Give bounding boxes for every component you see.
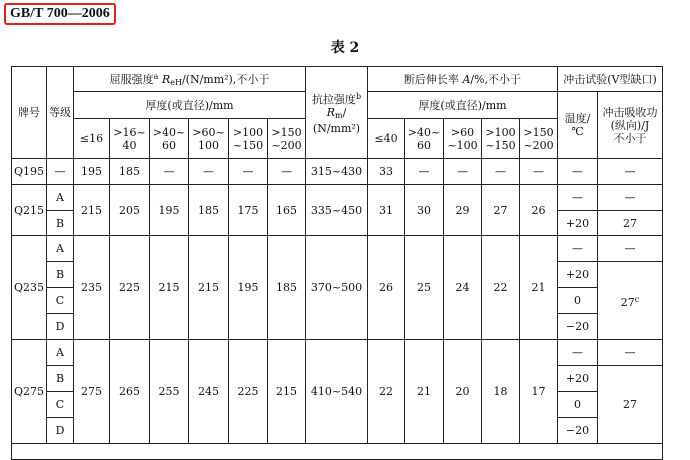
yield-cell: 175 (229, 185, 268, 236)
yield-cell: 195 (150, 185, 189, 236)
temp-cell: +20 (558, 211, 598, 236)
yield-cell: 195 (229, 236, 268, 340)
energy-cell: 27 (598, 366, 663, 444)
class-cell: B (47, 211, 74, 236)
energy-cell: — (598, 236, 663, 262)
elong-range-3: >60 ~100 (444, 119, 482, 159)
yield-range-6: >150 ~200 (268, 119, 306, 159)
header-yield-strength: 屈服强度$^a$ $R_{eH}/(N/mm^2)$,不小于 (74, 67, 306, 92)
temp-cell: — (558, 340, 598, 366)
temp-cell: — (558, 159, 598, 185)
table-row-partial (12, 444, 663, 460)
yield-cell: 185 (110, 159, 150, 185)
yield-cell: — (189, 159, 229, 185)
yield-cell: 245 (189, 340, 229, 444)
class-cell: C (47, 392, 74, 418)
elong-cell: 30 (405, 185, 444, 236)
yield-cell: 165 (268, 185, 306, 236)
yield-cell: — (150, 159, 189, 185)
class-cell: A (47, 340, 74, 366)
elong-range-5: >150 ~200 (520, 119, 558, 159)
header-impact-energy: 冲击吸收功 (纵向)/J 不小于 (598, 92, 663, 159)
class-cell: A (47, 185, 74, 211)
tensile-cell: 370~500 (306, 236, 368, 340)
class-cell: C (47, 288, 74, 314)
elong-cell: 31 (368, 185, 405, 236)
tensile-cell: 315~430 (306, 159, 368, 185)
yield-range-1: ≤16 (74, 119, 110, 159)
yield-cell: 195 (74, 159, 110, 185)
elong-cell: 18 (482, 340, 520, 444)
temp-cell: — (558, 185, 598, 211)
header-elongation: 断后伸长率 A/%,不小于 (368, 67, 558, 92)
header-elong-thickness: 厚度(或直径)/mm (368, 92, 558, 119)
elong-cell: 22 (368, 340, 405, 444)
class-cell: D (47, 418, 74, 444)
yield-cell: 225 (229, 340, 268, 444)
header-impact-test: 冲击试验(V型缺口) (558, 67, 663, 92)
temp-cell: +20 (558, 262, 598, 288)
elong-cell: 20 (444, 340, 482, 444)
class-cell: B (47, 366, 74, 392)
elong-range-4: >100 ~150 (482, 119, 520, 159)
elong-cell: 21 (520, 236, 558, 340)
yield-cell: 215 (268, 340, 306, 444)
grade-cell: Q215 (12, 185, 47, 236)
elong-cell: 21 (405, 340, 444, 444)
yield-cell: 275 (74, 340, 110, 444)
yield-cell: 265 (110, 340, 150, 444)
temp-cell: −20 (558, 314, 598, 340)
elong-cell: — (482, 159, 520, 185)
table-caption: 表 2 (330, 40, 360, 56)
elong-cell: 33 (368, 159, 405, 185)
energy-cell: — (598, 159, 663, 185)
steel-grade-table (11, 66, 663, 460)
yield-range-5: >100 ~150 (229, 119, 268, 159)
table-continuation (12, 444, 663, 460)
header-grade: 牌号 (12, 67, 47, 159)
elong-cell: 25 (405, 236, 444, 340)
class-cell: — (47, 159, 74, 185)
tensile-cell: 335~450 (306, 185, 368, 236)
elong-cell: 26 (520, 185, 558, 236)
temp-cell: +20 (558, 366, 598, 392)
yield-cell: 185 (189, 185, 229, 236)
table-row-q195 (12, 159, 663, 185)
class-cell: A (47, 236, 74, 262)
grade-cell: Q195 (12, 159, 47, 185)
yield-cell: 215 (150, 236, 189, 340)
yield-cell: 225 (110, 236, 150, 340)
yield-cell: 215 (74, 185, 110, 236)
table-row-q235-a (12, 236, 663, 262)
header-yield-thickness: 厚度(或直径)/mm (74, 92, 306, 119)
header-class: 等级 (47, 67, 74, 159)
yield-cell: 215 (189, 236, 229, 340)
header-tensile-strength: 抗拉强度$^b$ $R_m/$ (N/mm²) (306, 67, 368, 159)
elong-cell: 22 (482, 236, 520, 340)
yield-cell: 185 (268, 236, 306, 340)
temp-cell: −20 (558, 418, 598, 444)
elong-cell: — (444, 159, 482, 185)
elong-range-2: >40~ 60 (405, 119, 444, 159)
grade-cell: Q275 (12, 340, 47, 444)
yield-cell: 235 (74, 236, 110, 340)
header-temperature: 温度/ ℃ (558, 92, 598, 159)
elong-cell: 17 (520, 340, 558, 444)
temp-cell: 0 (558, 392, 598, 418)
elong-cell: 27 (482, 185, 520, 236)
yield-cell: — (229, 159, 268, 185)
class-cell: B (47, 262, 74, 288)
grade-cell: Q235 (12, 236, 47, 340)
yield-range-2: >16~ 40 (110, 119, 150, 159)
temp-cell: — (558, 236, 598, 262)
table-row-q215-a (12, 185, 663, 211)
yield-cell: 255 (150, 340, 189, 444)
elong-cell: 26 (368, 236, 405, 340)
energy-cell: 27 (598, 211, 663, 236)
energy-cell: — (598, 185, 663, 211)
yield-range-3: >40~ 60 (150, 119, 189, 159)
yield-cell: 205 (110, 185, 150, 236)
standard-id-label: GB/T 700—2006 (4, 3, 116, 25)
elong-cell: 29 (444, 185, 482, 236)
elong-range-1: ≤40 (368, 119, 405, 159)
tensile-cell: 410~540 (306, 340, 368, 444)
elong-cell: 24 (444, 236, 482, 340)
yield-cell: — (268, 159, 306, 185)
temp-cell: 0 (558, 288, 598, 314)
energy-cell: 27$^c$ (598, 262, 663, 340)
table-row-q275-a (12, 340, 663, 366)
yield-range-4: >60~ 100 (189, 119, 229, 159)
energy-cell: — (598, 340, 663, 366)
elong-cell: — (520, 159, 558, 185)
elong-cell: — (405, 159, 444, 185)
class-cell: D (47, 314, 74, 340)
